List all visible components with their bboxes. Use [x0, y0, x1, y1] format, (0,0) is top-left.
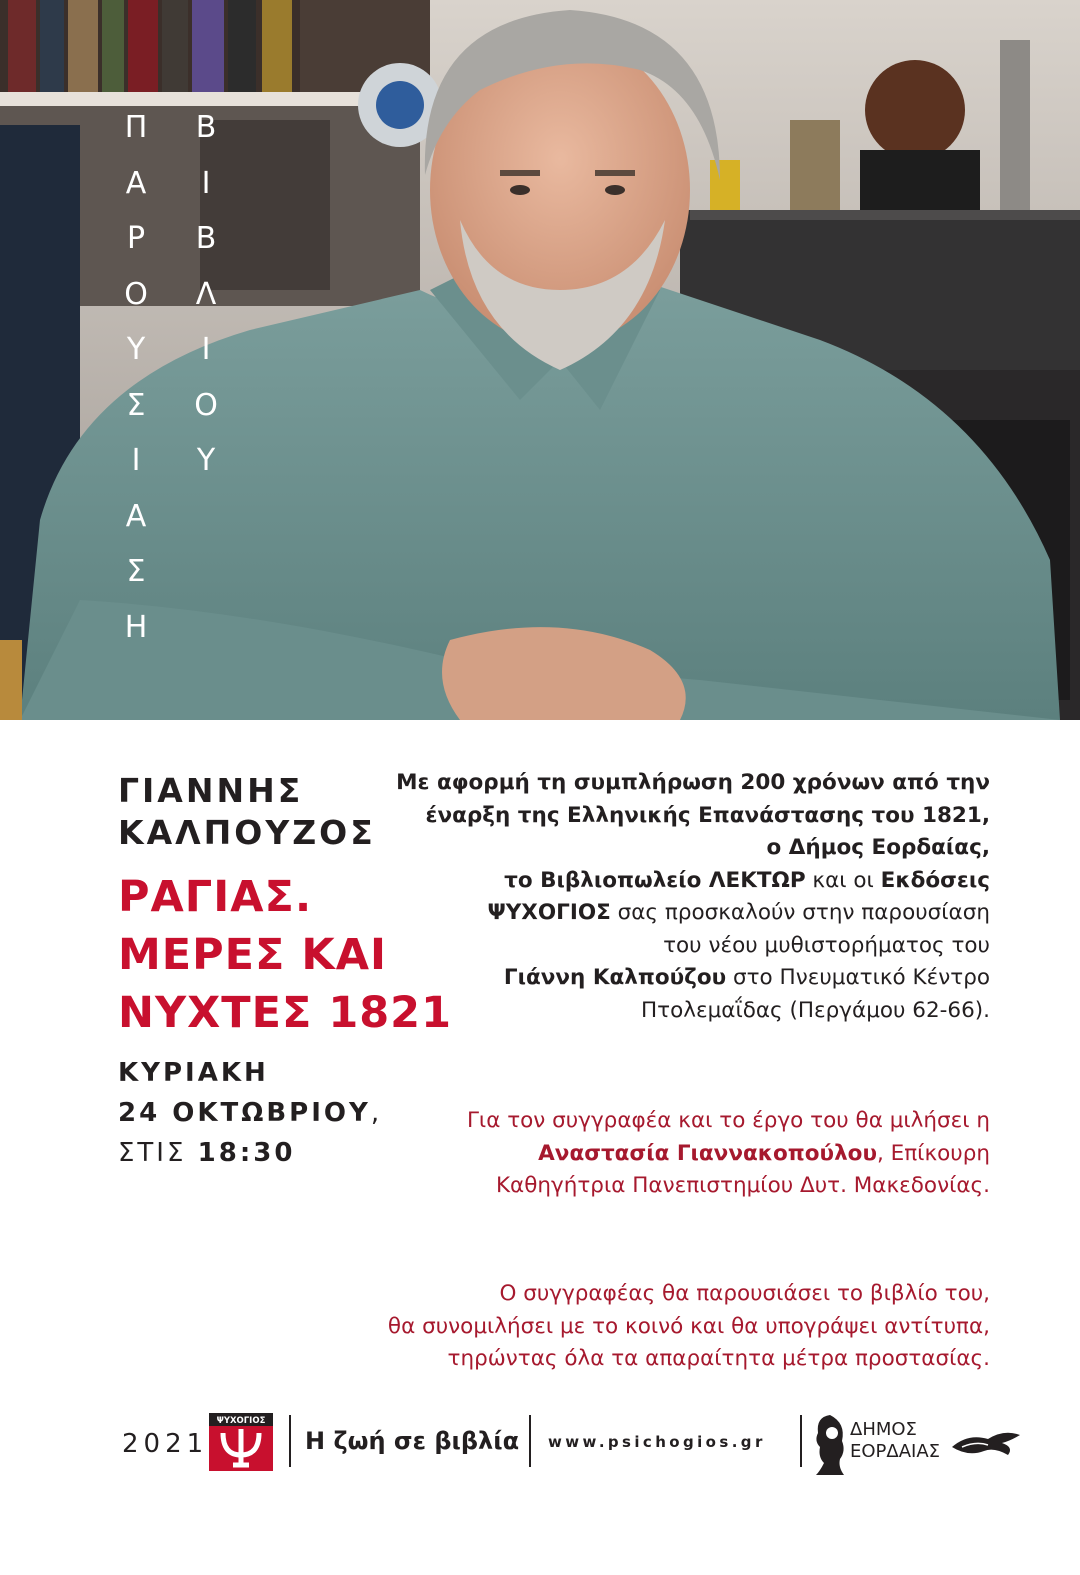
- invitation-line: [396, 865, 990, 898]
- book-title-line: ΝΥΧΤΕΣ 1821: [118, 988, 453, 1038]
- vertical-letter: Ι: [201, 165, 211, 201]
- footer-divider: [529, 1415, 531, 1467]
- vertical-letter: Π: [124, 110, 148, 145]
- invitation-line: ο Δήμος Εορδαίας,: [766, 835, 990, 860]
- footer: [0, 1405, 1080, 1485]
- vertical-letter: Σ: [126, 387, 146, 423]
- speaker-text: , Επίκουρη: [876, 1140, 990, 1166]
- event-date-separator: ,: [370, 1098, 383, 1128]
- vertical-letter: Υ: [196, 443, 216, 478]
- municipality-line: ΕΟΡΔΑΙΑΣ: [850, 1441, 941, 1462]
- vertical-letter: Υ: [126, 332, 146, 367]
- invitation-line: [396, 897, 990, 930]
- book-title-line: ΡΑΓΙΑΣ.: [118, 872, 313, 922]
- event-day: ΚΥΡΙΑΚΗ: [118, 1058, 269, 1088]
- logo-text: ΨΥΧΟΓΙΟΣ: [216, 1416, 266, 1426]
- invitation-line: Με αφορμή τη συμπλήρωση 200 χρόνων από την: [396, 770, 990, 795]
- vertical-letter: Α: [125, 165, 147, 201]
- author-mention: Γιάννη Καλπούζου: [503, 965, 727, 990]
- psichogios-logo-icon: [209, 1413, 273, 1471]
- publisher-name: ΨΥΧΟΓΙΟΣ: [487, 900, 611, 925]
- closing-line: Ο συγγραφέας θα παρουσιάσει το βιβλίο του,: [499, 1281, 990, 1306]
- invitation-line: του νέου μυθιστορήματος του: [663, 932, 990, 958]
- vertical-title-book: [186, 100, 226, 489]
- author-last-name: ΚΑΛΠΟΥΖΟΣ: [118, 813, 376, 852]
- venue-address: Πτολεμαΐδας (Περγάμου 62-66).: [640, 997, 990, 1023]
- municipality-name: [850, 1419, 940, 1463]
- event-time: 18:30: [197, 1138, 296, 1168]
- author-photo: [0, 0, 1080, 720]
- municipality-emblem-icon: [810, 1411, 850, 1477]
- website-link[interactable]: www.psichogios.gr: [548, 1433, 766, 1451]
- event-datetime: [118, 1053, 382, 1173]
- speaker-line: Για τον συγγραφέα και το έργο του θα μιλήσει η: [466, 1108, 990, 1133]
- speaker-name: Αναστασία Γιαννακοπούλου: [538, 1140, 877, 1166]
- vertical-letter: Ο: [124, 276, 148, 312]
- invitation-line: έναρξη της Ελληνικής Επανάστασης του 1821,: [425, 802, 990, 828]
- lektor-bookstore-logo-icon: [948, 1425, 1024, 1459]
- event-time-prefix: ΣΤΙΣ: [118, 1138, 198, 1168]
- vertical-letter: Λ: [195, 276, 217, 312]
- closing-line: τηρώντας όλα τα απαραίτητα μέτρα προστασίας.: [447, 1346, 990, 1371]
- vertical-letter: Α: [125, 498, 147, 534]
- footer-divider: [800, 1415, 802, 1467]
- year: 2021: [122, 1429, 209, 1459]
- municipality-line: ΔΗΜΟΣ: [850, 1419, 917, 1440]
- author-first-name: ΓΙΑΝΝΗΣ: [118, 771, 304, 810]
- bookstore-name: το Βιβλιοπωλείο ΛΕΚΤΩΡ: [504, 867, 806, 893]
- event-date: 24 ΟΚΤΩΒΡΙΟΥ: [118, 1098, 371, 1128]
- vertical-letter: Σ: [126, 554, 146, 589]
- speaker-line: [467, 1138, 990, 1171]
- vertical-letter: Ι: [201, 332, 211, 367]
- vertical-letter: Β: [195, 221, 217, 256]
- closing-line: θα συνομιλήσει με το κοινό και θα υπογράψει αντίτυπα,: [387, 1313, 990, 1339]
- book-title-line: ΜΕΡΕΣ ΚΑΙ: [118, 930, 387, 980]
- invitation-paragraph: [396, 767, 990, 1027]
- publisher-label: Εκδόσεις: [880, 867, 990, 893]
- vertical-letter: Β: [195, 110, 217, 145]
- vertical-letter: Ο: [194, 387, 218, 423]
- closing-paragraph: [388, 1278, 990, 1376]
- slogan: Η ζωή σε βιβλία: [305, 1427, 520, 1455]
- invitation-text: και οι: [805, 867, 881, 893]
- footer-divider: [289, 1415, 291, 1467]
- vertical-letter: Ρ: [126, 221, 146, 256]
- vertical-title-presentation: [116, 100, 156, 655]
- author-photo-illustration: [0, 0, 1080, 720]
- invitation-line: [396, 962, 990, 995]
- vertical-letter: Η: [124, 609, 148, 645]
- invitation-text: σας προσκαλούν στην παρουσίαση: [610, 900, 990, 925]
- speaker-paragraph: [467, 1105, 990, 1203]
- author-name: [118, 770, 376, 854]
- speaker-line: Καθηγήτρια Πανεπιστημίου Δυτ. Μακεδονίας.: [495, 1173, 990, 1198]
- vertical-letter: Ι: [131, 443, 141, 478]
- invitation-text: στο Πνευματικό Κέντρο: [726, 965, 990, 990]
